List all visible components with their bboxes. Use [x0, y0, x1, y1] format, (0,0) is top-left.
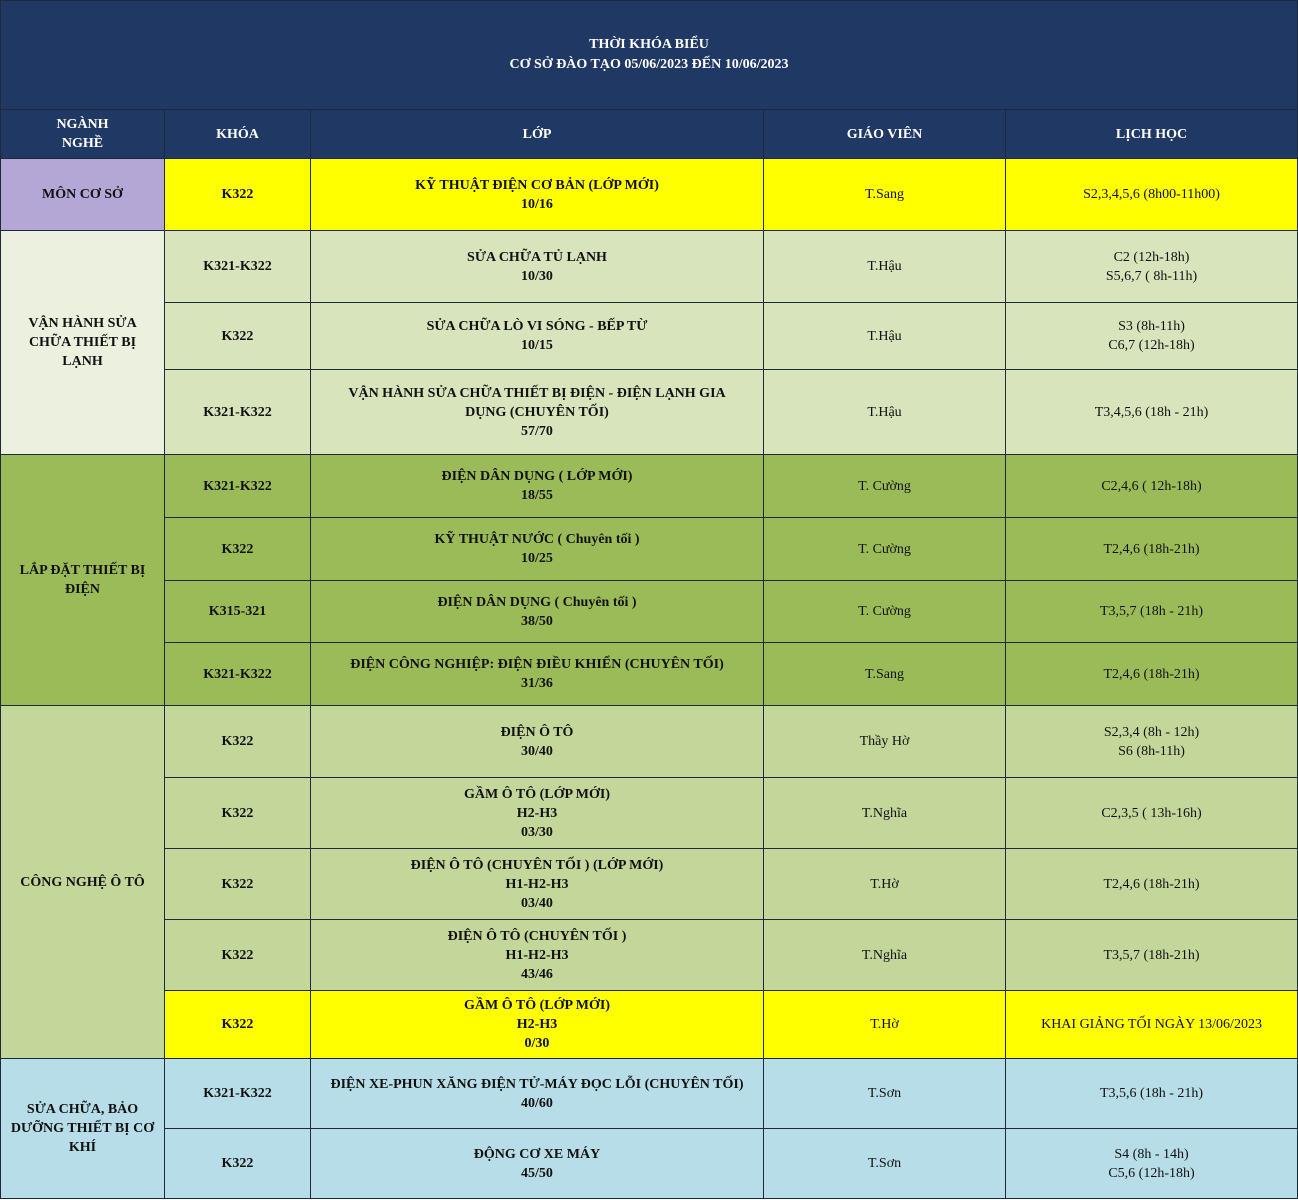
lop-line: GẦM Ô TÔ (LỚP MỚI)	[464, 786, 610, 802]
title-line-2: CƠ SỞ ĐÀO TẠO 05/06/2023 ĐẾN 10/06/2023	[509, 57, 789, 72]
giao-vien-cell: T.Nghĩa	[764, 778, 1006, 849]
lop-cell	[311, 849, 764, 920]
khoa-cell: K315-321	[165, 581, 311, 643]
header-nganh-nghe-line-2: NGHỀ	[61, 136, 104, 151]
lich-hoc-line: KHAI GIẢNG TỐI NGÀY 13/06/2023	[1041, 1017, 1262, 1032]
khoa-cell: K322	[165, 849, 311, 920]
header-nganh-nghe	[1, 110, 165, 159]
table-row	[1, 303, 1298, 370]
lich-hoc-cell	[1006, 991, 1298, 1059]
lich-hoc-cell	[1006, 849, 1298, 920]
lich-hoc-line: S6 (8h-11h)	[1118, 743, 1185, 759]
nganh-nghe-cell	[1, 231, 165, 455]
table-row	[1, 778, 1298, 849]
nganh-nghe-line: MÔN CƠ SỞ	[42, 187, 123, 202]
lop-line: SỬA CHỮA LÒ VI SÓNG - BẾP TỪ	[426, 319, 648, 334]
giao-vien-cell: T.Hậu	[764, 370, 1006, 455]
khoa-cell: K322	[165, 991, 311, 1059]
lop-cell	[311, 518, 764, 581]
table-row	[1, 581, 1298, 643]
khoa-cell: K322	[165, 1129, 311, 1199]
giao-vien-cell: T.Sơn	[764, 1129, 1006, 1199]
header-khoa: KHÓA	[165, 110, 311, 159]
giao-vien-cell: T.Sơn	[764, 1059, 1006, 1129]
lop-cell	[311, 1059, 764, 1129]
lich-hoc-cell	[1006, 1059, 1298, 1129]
lich-hoc-line: T3,5,7 (18h-21h)	[1103, 947, 1200, 963]
lich-hoc-cell	[1006, 778, 1298, 849]
lop-line: 10/25	[521, 551, 553, 566]
lop-line: 43/46	[521, 966, 553, 982]
khoa-cell: K321-K322	[165, 455, 311, 518]
giao-vien-cell: T.Nghĩa	[764, 920, 1006, 991]
lop-line: KỸ THUẬT NƯỚC ( Chuyên tối )	[434, 532, 640, 547]
lop-cell	[311, 643, 764, 706]
header-lich-hoc: LỊCH HỌC	[1006, 110, 1298, 159]
lich-hoc-line: S2,3,4 (8h - 12h)	[1103, 724, 1200, 740]
nganh-nghe-cell	[1, 455, 165, 706]
giao-vien-cell: T. Cường	[764, 581, 1006, 643]
lich-hoc-line: T3,5,6 (18h - 21h)	[1099, 1086, 1204, 1101]
header-nganh-nghe-line-1: NGÀNH	[56, 117, 109, 132]
nganh-nghe-line: CHỮA THIẾT BỊ	[28, 335, 137, 350]
lop-line: ĐỘNG CƠ XE MÁY	[473, 1146, 601, 1162]
khoa-cell: K322	[165, 518, 311, 581]
khoa-cell: K321-K322	[165, 1059, 311, 1129]
table-row	[1, 518, 1298, 581]
khoa-cell: K322	[165, 778, 311, 849]
nganh-nghe-line: LẮP ĐẶT THIẾT BỊ	[19, 563, 146, 578]
lich-hoc-cell	[1006, 231, 1298, 303]
nganh-nghe-line: LẠNH	[62, 354, 103, 369]
lop-line: H2-H3	[516, 1017, 558, 1032]
lop-line: ĐIỆN DÂN DỤNG ( LỚP MỚI)	[441, 469, 633, 484]
lop-line: GẦM Ô TÔ (LỚP MỚI)	[464, 998, 610, 1013]
lich-hoc-line: T2,4,6 (18h-21h)	[1103, 541, 1200, 557]
lich-hoc-cell	[1006, 581, 1298, 643]
khoa-cell: K322	[165, 303, 311, 370]
lich-hoc-line: C2,4,6 ( 12h-18h)	[1101, 478, 1202, 494]
lop-cell	[311, 455, 764, 518]
table-row	[1, 370, 1298, 455]
lop-line: KỸ THUẬT ĐIỆN CƠ BẢN (LỚP MỚI)	[415, 177, 659, 193]
lop-line: 03/30	[521, 824, 553, 840]
khoa-cell: K322	[165, 159, 311, 231]
title-line-1: THỜI KHÓA BIỂU	[589, 37, 709, 52]
table-row	[1, 455, 1298, 518]
lop-line: H1-H2-H3	[505, 876, 569, 892]
table-row	[1, 706, 1298, 778]
lich-hoc-cell	[1006, 455, 1298, 518]
lop-line: ĐIỆN CÔNG NGHIỆP: ĐIỆN ĐIỀU KHIỂN (CHUYÊN TỐI)	[350, 657, 724, 672]
giao-vien-cell: T.Sang	[764, 643, 1006, 706]
giao-vien-cell: T.Hậu	[764, 231, 1006, 303]
lich-hoc-cell	[1006, 1129, 1298, 1199]
lop-line: VẬN HÀNH SỬA CHỮA THIẾT BỊ ĐIỆN - ĐIỆN LẠNH GIA	[348, 385, 726, 401]
lop-line: 38/50	[521, 613, 553, 629]
giao-vien-cell: T.Hờ	[764, 991, 1006, 1059]
khoa-cell: K322	[165, 706, 311, 778]
lop-cell	[311, 1129, 764, 1199]
nganh-nghe-line: SỬA CHỮA, BẢO	[26, 1102, 139, 1117]
lop-cell	[311, 159, 764, 231]
lop-cell	[311, 370, 764, 455]
nganh-nghe-line: DƯỠNG THIẾT BỊ CƠ	[10, 1121, 155, 1136]
timetable-body	[1, 159, 1298, 1199]
lop-line: 31/36	[521, 676, 553, 691]
lop-line: DỤNG (CHUYÊN TỐI)	[465, 404, 609, 420]
khoa-cell: K322	[165, 920, 311, 991]
header-giao-vien: GIÁO VIÊN	[764, 110, 1006, 159]
lich-hoc-cell	[1006, 159, 1298, 231]
lich-hoc-cell	[1006, 518, 1298, 581]
lop-cell	[311, 991, 764, 1059]
timetable-title	[1, 1, 1298, 110]
lop-cell	[311, 303, 764, 370]
lich-hoc-line: C2 (12h-18h)	[1113, 249, 1190, 265]
lich-hoc-line: C2,3,5 ( 13h-16h)	[1101, 805, 1202, 821]
lop-line: 18/55	[521, 488, 553, 503]
khoa-cell: K321-K322	[165, 643, 311, 706]
lop-line: 40/60	[521, 1095, 553, 1111]
lop-line: ĐIỆN XE-PHUN XĂNG ĐIỆN TỬ-MÁY ĐỌC LỖI (CHUYÊN TỐI)	[330, 1076, 744, 1092]
lop-cell	[311, 920, 764, 991]
lich-hoc-cell	[1006, 920, 1298, 991]
lop-line: 10/15	[521, 338, 553, 353]
khoa-cell: K321-K322	[165, 370, 311, 455]
lop-line: 10/30	[521, 268, 553, 284]
khoa-cell: K321-K322	[165, 231, 311, 303]
lop-cell	[311, 778, 764, 849]
giao-vien-cell: T.Sang	[764, 159, 1006, 231]
lich-hoc-line: S4 (8h - 14h)	[1114, 1146, 1189, 1162]
lich-hoc-line: T3,4,5,6 (18h - 21h)	[1094, 404, 1209, 420]
lich-hoc-cell	[1006, 706, 1298, 778]
lop-line: 10/16	[521, 196, 553, 212]
lop-line: 57/70	[521, 423, 553, 439]
lich-hoc-line: T3,5,7 (18h - 21h)	[1099, 604, 1204, 619]
nganh-nghe-cell	[1, 159, 165, 231]
lich-hoc-line: T2,4,6 (18h-21h)	[1103, 876, 1200, 892]
lop-line: SỬA CHỮA TỦ LẠNH	[467, 249, 607, 265]
lich-hoc-cell	[1006, 643, 1298, 706]
table-row	[1, 920, 1298, 991]
table-row	[1, 643, 1298, 706]
lich-hoc-line: S2,3,4,5,6 (8h00-11h00)	[1083, 187, 1220, 202]
table-row	[1, 231, 1298, 303]
lop-line: ĐIỆN Ô TÔ (CHUYÊN TỐI )	[447, 928, 627, 944]
giao-vien-cell: T.Hậu	[764, 303, 1006, 370]
lich-hoc-line: S5,6,7 ( 8h-11h)	[1105, 268, 1198, 284]
lop-line: ĐIỆN Ô TÔ	[500, 724, 574, 740]
giao-vien-cell: Thầy Hờ	[764, 706, 1006, 778]
lop-line: 30/40	[521, 743, 553, 759]
lich-hoc-cell	[1006, 303, 1298, 370]
lop-line: ĐIỆN DÂN DỤNG ( Chuyên tối )	[437, 594, 637, 610]
lich-hoc-line: T2,4,6 (18h-21h)	[1103, 666, 1200, 682]
lop-line: ĐIỆN Ô TÔ (CHUYÊN TỐI ) (LỚP MỚI)	[410, 857, 664, 873]
giao-vien-cell: T. Cường	[764, 455, 1006, 518]
table-row	[1, 1059, 1298, 1129]
lich-hoc-line: C6,7 (12h-18h)	[1108, 338, 1195, 353]
lop-cell	[311, 581, 764, 643]
nganh-nghe-line: KHÍ	[68, 1140, 97, 1155]
table-row	[1, 1129, 1298, 1199]
lich-hoc-cell	[1006, 370, 1298, 455]
table-row	[1, 159, 1298, 231]
nganh-nghe-cell	[1, 706, 165, 1059]
lop-cell	[311, 706, 764, 778]
lich-hoc-line: S3 (8h-11h)	[1118, 319, 1185, 334]
lop-line: H1-H2-H3	[505, 947, 569, 963]
lop-line: 0/30	[524, 1036, 550, 1051]
lop-line: H2-H3	[516, 805, 558, 821]
table-row	[1, 991, 1298, 1059]
nganh-nghe-cell	[1, 1059, 165, 1199]
lop-cell	[311, 231, 764, 303]
header-lop: LỚP	[311, 110, 764, 159]
lop-line: 45/50	[521, 1165, 553, 1181]
table-row	[1, 849, 1298, 920]
nganh-nghe-line: CÔNG NGHỆ Ô TÔ	[20, 874, 145, 890]
lich-hoc-line: C5,6 (12h-18h)	[1108, 1165, 1195, 1181]
giao-vien-cell: T.Hờ	[764, 849, 1006, 920]
nganh-nghe-line: VẬN HÀNH SỬA	[28, 316, 137, 331]
nganh-nghe-line: ĐIỆN	[64, 582, 100, 597]
lop-line: 03/40	[521, 895, 553, 911]
giao-vien-cell: T. Cường	[764, 518, 1006, 581]
